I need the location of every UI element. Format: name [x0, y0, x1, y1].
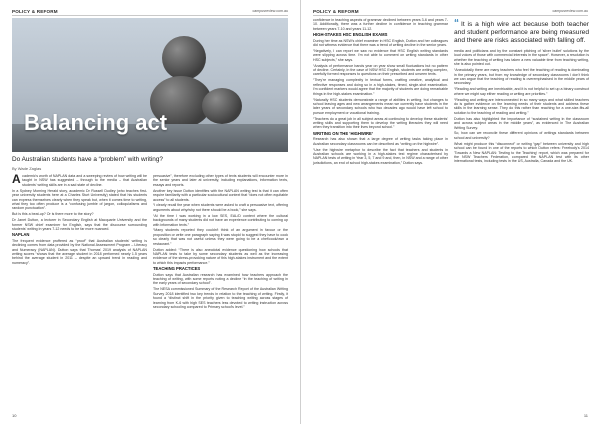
- paragraph: confidence in teaching aspects of grammar declined between years 3-6 and years 7-10. Additionally, there was a further decline in confidence in teaching grammar between years 7-10 and years 11-12.: [313, 18, 448, 31]
- paragraph: “Negatively, I can report we saw no evidence that HSC English writing standards were slipping across time. I'm not able to comment on writing standards in other HSC subjects,” she says.: [313, 48, 448, 62]
- paragraph: “Many students reported they couldn't think of an argument in favour or the proposition or write one paragraph saying it was stupid to suggest they have to cook so clearly that was not useful unless they were going to be a chef/cook/own a restaurant.”: [153, 228, 288, 246]
- section-label: POLICY & REFORM: [12, 8, 58, 14]
- paragraph: Dr Janet Dutton, a lecturer in Secondary English at Macquarie University and the former NSW chief examiner for English, says that the discourse surrounding students' writing in years 7-12 needs to be far more nuanced.: [12, 218, 147, 231]
- subheading: NAPLAN: [12, 232, 30, 238]
- right-column-1: [313, 18, 448, 167]
- article-title: Balancing act: [24, 110, 168, 135]
- paragraph: What might produce this “disconnect” or writing “gap” between university and high school can be found in one of the reports to which Dutton refers: Freebody's 2014 'Towards a New NAPLAN: Testing to the Teaching' report, which was prepared for the NSW Teachers Federation, compared the NAPLAN test with its other international tests, including tests in the US, Australia, Canada and the UK.: [454, 141, 589, 164]
- pull-quote-text: It is a high wire act because both teacher and student performance are being measured and there are risks associated with falling off.: [454, 21, 589, 44]
- paragraph: During her time as NSW's chief examiner in HSC English, Dutton and her colleagues did not witness evidence that there was a trend of writing decline in the senior years.: [313, 38, 448, 48]
- pull-quote: [454, 18, 589, 45]
- right-column-2: [454, 18, 589, 167]
- paragraph: In a Sydney Morning Herald story, academic Dr Russell Dudley (who teaches first-year university students here at a Charles Sturt University) stated that his students can express themselves clearly when they speak but, when it comes time to writing, what they too often produce is a “confusing jumble of jargon, colloquialisms and random punctuation”.: [12, 188, 147, 211]
- quote-mark-icon: “: [454, 18, 459, 29]
- page-header: [313, 8, 588, 16]
- standfirst: Do Australian students have a “problem” with writing?: [12, 156, 163, 163]
- section-label: POLICY & REFORM: [313, 8, 359, 14]
- paragraph: “Teachers do a great job in all subject areas at continuing to develop these students' writing skills and supporting them to develop the writing literacies they will need when they transition into their lives beyond school.”: [313, 116, 448, 130]
- byline: By Wade Zaglas: [12, 166, 42, 171]
- page-header: [12, 8, 288, 16]
- hero-image: [12, 18, 288, 152]
- right-columns: [313, 18, 589, 167]
- paragraph: But is this a beat-up? Or is there more to the story?: [12, 212, 94, 217]
- left-column-1: [12, 174, 147, 311]
- paragraph: Dutton added: “There is also anecdotal evidence questioning how schools that NAPLAN tests to take by some secondary students as well as the increasing evidence of the stress-provoking nature of this high-stakes instrument and the extent to which this impacts performance.”: [153, 247, 288, 265]
- subheading: WRITING ON THE ‘HIGHWIRE’: [313, 130, 374, 136]
- paragraph: “Reading and writing are interconnected in so many ways and what skilled teachers do is gather evidence on the learning needs of their students and address these skills in the learning sense. They do this rather than reaching for a one-size-fits-all solution to the teaching of reading and writing.”: [454, 97, 589, 115]
- drop-cap: A: [12, 172, 21, 186]
- paragraph: Dutton has also highlighted the importance of “sustained writing in the classroom and across subject areas in the middle years”, as evidenced in The Australian Writing Survey.: [454, 116, 589, 130]
- paragraph: “Analysis of performance bands year on year show small fluctuations but no pattern of decline. Certainly, in the case of NSW HSC English, students are writing complex, carefully formed responses to questions on their prescribed and unseen texts.: [313, 63, 448, 77]
- site-url: campusreview.com.au: [252, 9, 288, 13]
- paragraph: “Reading and writing are inextricable, and it is not helpful to set up a binary construct where we might say either reading or writing are priorities.”: [454, 87, 589, 96]
- paragraph: [12, 174, 147, 187]
- paragraph: Research has also shown that a large degree of writing tasks taking place in Australian secondary classrooms can be described as “writing on the highwire”.: [313, 137, 448, 146]
- page-number: 11: [583, 413, 588, 418]
- page-number: 10: [12, 413, 17, 418]
- site-url: campusreview.com.au: [552, 9, 588, 13]
- paragraph: persuasive”, therefore excluding other types of texts students will encounter more in the senior years and later at university, including explanations, information texts, essays and reports.: [153, 174, 288, 187]
- subheading: HIGH-STAKES HSC ENGLISH EXAMS: [313, 32, 388, 38]
- left-columns: [12, 174, 288, 311]
- paragraph: So, how can we reconcile these different opinions of writings standards between school and university?: [454, 131, 589, 140]
- subheading: TEACHING PRACTICES: [153, 266, 201, 272]
- left-column-2: [153, 174, 288, 311]
- paragraph: “Use the highwire metaphor to describe the fact that teachers and students in Australian schools are working in a high-stakes test regime characterised by NAPLAN tests of writing in Year 3, 5, 7 and 9 and, then, in NSW and a range of other jurisdictions, an end of school high-stakes examination,” Dutton says.: [313, 147, 448, 165]
- paragraph: The frequent evidence proffered as “proof” that Australian students' writing is declining comes from data provided by the National Assessment Program – Literacy and Numeracy (NAPLAN). Dutton says that Thomas' 2019 analysis of NAPLAN writing scores “shows that the average student in 2018 performed nearly 1.5 years behind the average student in 2011 – despite an upward trend in reading and numeracy”.: [12, 238, 147, 265]
- paragraph: “Naturally HSC students demonstrate a range of abilities in writing, but changes to school leaving ages and new arrangements mean we currently have students in the later years of secondary schools who two decades ago would have left school to pursue employment or vocational training.: [313, 97, 448, 115]
- paragraph-text: cademic's worth of NAPLAN data and a sweeping review of how writing will be taught in NSW has suggested – through to the media – that Australian students' writing skills are in a sad state of decline.: [22, 174, 147, 187]
- paragraph: The NESA commissioned Summary of the Research Report of the Australian Writing Survey 2018 identified two key trends in relation to the teaching of writing. Firstly, it found a “distinct shift in the priority given to teaching writing across stages of learning from K-6 with high SES teachers less devoted to writing instruction across secondary schooling compared to Primary school's level.”: [153, 287, 288, 309]
- paragraph: media and politicians and by the constant pitching of 'silver bullet' solutions by the loud voices of those with commercial interests in the space”. However, a resolution is whether the teaching of writing has taken a new valuable time from teaching writing, she is also pointed out.: [454, 49, 589, 67]
- paragraph: “At the time I was working in a low SES, EAL/D context where the cultural backgrounds of many students did not have an experience contributing to coming up with information texts.”: [153, 213, 288, 227]
- paragraph: “I clearly recall the year when students were asked to craft a persuasive text, offering arguments about why/why not there should be a book,” she says.: [153, 203, 288, 212]
- right-page: [300, 0, 600, 424]
- paragraph: Dutton says that Australian research has examined how teachers approach the teaching of writing, with some reports noting a decline “in the teaching of writing in the early years of secondary school”.: [153, 272, 288, 286]
- paragraph: Another key issue Dutton identifies with the NAPLAN writing test is that it can often require familiarity with a particular sociocultural context that “does not often equitable access” to all students.: [153, 188, 288, 202]
- paragraph: “Anecdotally there are many teachers who feel the teaching of reading is dominating in the primary years, but from my knowledge of secondary classrooms I don't think we can argue that the teaching of reading is overemphasised in the middle years of secondary.: [454, 68, 589, 86]
- paragraph: “They're managing complexity in textual forms, crafting creative, analytical and reflective responses and doing so in a high-stakes, timed, single-shot examination. I'm confident markers would agree that the majority of students are doing remarkable things in the high-stakes examination.”: [313, 78, 448, 96]
